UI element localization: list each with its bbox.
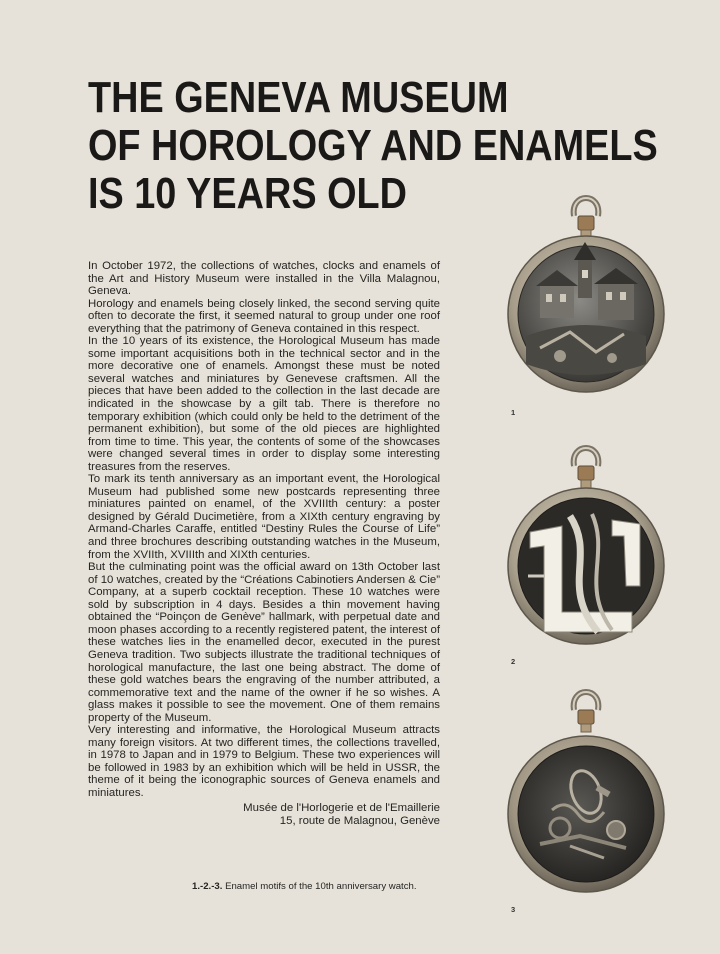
figure-number-1: 1 [511, 408, 516, 417]
paragraph: In October 1972, the collections of watches, clocks and enamels of the Art and History Museum were installed in the Villa Malagnou, Geneva. [88, 260, 440, 298]
watch-figure-1 [500, 186, 672, 422]
address-line-2: 15, route de Malagnou, Genève [279, 815, 440, 827]
article-body [88, 260, 440, 800]
caption-label: 1.-2.-3. [192, 881, 223, 892]
figure-number-2: 2 [511, 657, 516, 666]
watch-figure-3 [500, 680, 672, 916]
figure-number-3: 3 [511, 905, 516, 914]
title-line-3: IS 10 YEARS OLD [88, 169, 407, 218]
title-line-2: OF HOROLOGY AND ENAMELS [88, 121, 658, 170]
watch-figure-2 [500, 436, 672, 672]
paragraph: Horology and enamels being closely linked, the second serving quite often to decorate the first, it seemed natural to group under one roof everything that the patrimony of Geneva contained in this respect. [88, 297, 440, 335]
paragraph: But the culminating point was the official award on 13th October last of 10 watches, created by the “Créations Cabinotiers Andersen & Cie” Company, at a superb cocktail reception. These 10 watches were sold by subscription in 4 days. Besides a thin movement having obtained the “Poinçon de Genève” hallmark, with perpetual date and moon phases according to a recently registered patent, the interest of these watches lies in the enamelled decor, executed in the purest Geneva tradition. Two subjects illustrate the traditional techniques of horological manufacture, the last one being abstract. The dome of these gold watches bears the engraving of the number attributed, a commemorative text and the name of the owner if he so wishes. A glass makes it possible to see the movement. One of them remains property of the Museum. [88, 561, 440, 724]
caption-text: Enamel motifs of the 10th anniversary watch. [222, 881, 417, 892]
title-line-1: THE GENEVA MUSEUM [88, 73, 509, 122]
museum-address [200, 802, 440, 828]
figure-caption [192, 881, 417, 892]
paragraph: To mark its tenth anniversary as an important event, the Horological Museum had published some new postcards representing three miniatures painted on enamel, of the XVIIIth century: a poster designed by Gérald Ducimetière, from a XIXth century engraving by Armand-Charles Caraffe, entitled “Destiny Rules the Course of Life” and three brochures describing outstanding watches in the Museum, from the XVIIth, XVIIIth and XIXth centuries. [88, 473, 440, 561]
paragraph: Very interesting and informative, the Horological Museum attracts many foreign visitors. At two different times, the collections travelled, in 1978 to Japan and in 1979 to Belgium. These two experiences will be followed in 1983 by an exhibition which will be held in USSR, the theme of it being the iconographic sources of Geneva enamels and miniatures. [88, 724, 440, 799]
address-line-1: Musée de l'Horlogerie et de l'Emaillerie [243, 802, 440, 814]
paragraph: In the 10 years of its existence, the Horological Museum has made some important acquisitions both in the technical sector and in the more decorative one of enamels. Amongst these must be noted several watches and miniatures by Genevese craftsmen. All the pieces that have been added to the collection in the last decade are indicated in the showcase by a gilt tab. There is therefore no temporary exhibition (which could only be held to the detriment of the permanent exhibition), but some of the old pieces are highlighted from time to time. This year, the contents of some of the showcases were changed several times in order to display some interesting treasures from the reserves. [88, 335, 440, 473]
